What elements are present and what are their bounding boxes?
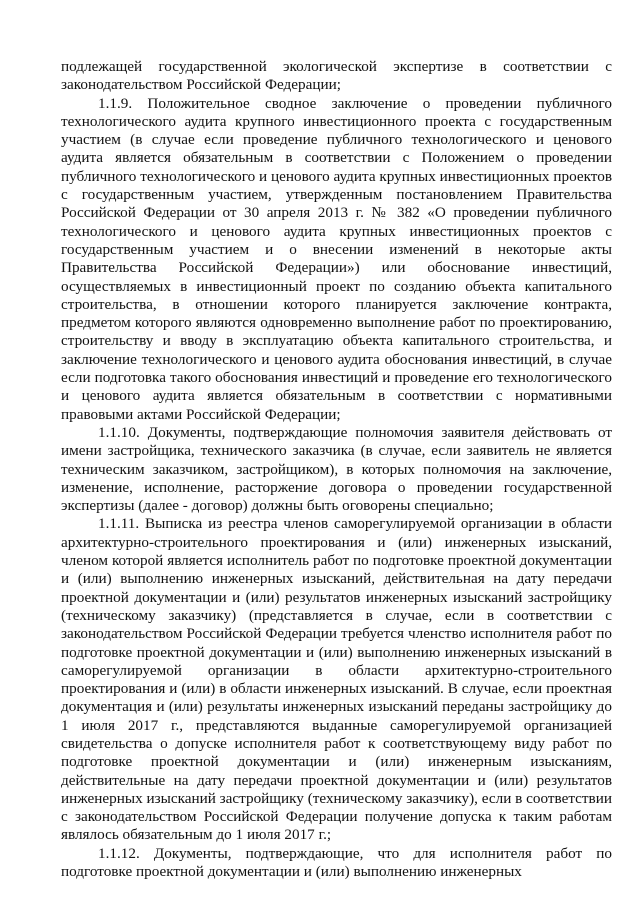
paragraph-1-1-10: 1.1.10. Документы, подтверждающие полномочия заявителя действовать от имени застройщика, технического заказчика (в случае, если заявитель не является техническим заказчиком, застройщиком), в которых полномочия на заключение, изменение, исполнение, расторжение договора о проведении государственной экспертизы (далее - договор) должны быть оговорены специально; bbox=[61, 423, 612, 515]
paragraph-continuation: подлежащей государственной экологической экспертизе в соответствии с законодательством Российской Федерации; bbox=[61, 58, 612, 94]
paragraph-1-1-11: 1.1.11. Выписка из реестра членов саморегулируемой организации в области архитектурно-строительного проектирования и (или) инженерных изысканий, членом которой является исполнитель работ по подготовке проектной документации и (или) выполнению инженерных изысканий, действительная на дату передачи проектной документации и (или) результатов инженерных изысканий застройщику (техническому заказчику) (представляется в случае, если в соответствии с законодательством Российской Федерации требуется членство исполнителя работ по подготовке проектной документации и (или) выполнению инженерных изысканий в саморегулируемой организации в области архитектурно-строительного проектирования и (или) в области инженерных изысканий. В случае, если проектная документация и (или) результаты инженерных изысканий переданы застройщику до 1 июля 2017 г., представляются выданные саморегулируемой организацией свидетельства о допуске исполнителя работ к соответствующему виду работ по подготовке проектной документации и (или) инженерным изысканиям, действительные на дату передачи проектной документации и (или) результатов инженерных изысканий застройщику (техническому заказчику), если в соответствии с законодательством Российской Федерации получение допуска к таким работам являлось обязательным до 1 июля 2017 г.; bbox=[61, 515, 612, 844]
paragraph-1-1-9: 1.1.9. Положительное сводное заключение о проведении публичного технологического аудита крупного инвестиционного проекта с государственным участием (в случае если проведение публичного технологического и ценового аудита является обязательным в соответствии с Положением о проведении публичного технологического и ценового аудита крупных инвестиционных проектов с государственным участием, утвержденным постановлением Правительства Российской Федерации от 30 апреля 2013 г. № 382 «О проведении публичного технологического и ценового аудита крупных инвестиционных проектов с государственным участием и о внесении изменений в некоторые акты Правительства Российской Федерации») или обоснование инвестиций, осуществляемых в инвестиционный проект по созданию объекта капитального строительства, в отношении которого планируется заключение контракта, предметом которого являются одновременно выполнение работ по проектированию, строительству и вводу в эксплуатацию объекта капитального строительства, и заключение технологического и ценового аудита обоснования инвестиций, в случае если подготовка такого обоснования инвестиций и проведение его технологического и ценового аудита является обязательным в соответствии с нормативными правовыми актами Российской Федерации; bbox=[61, 94, 612, 423]
document-page bbox=[61, 58, 612, 881]
paragraph-1-1-12: 1.1.12. Документы, подтверждающие, что для исполнителя работ по подготовке проектной документации и (или) выполнению инженерных bbox=[61, 844, 612, 881]
